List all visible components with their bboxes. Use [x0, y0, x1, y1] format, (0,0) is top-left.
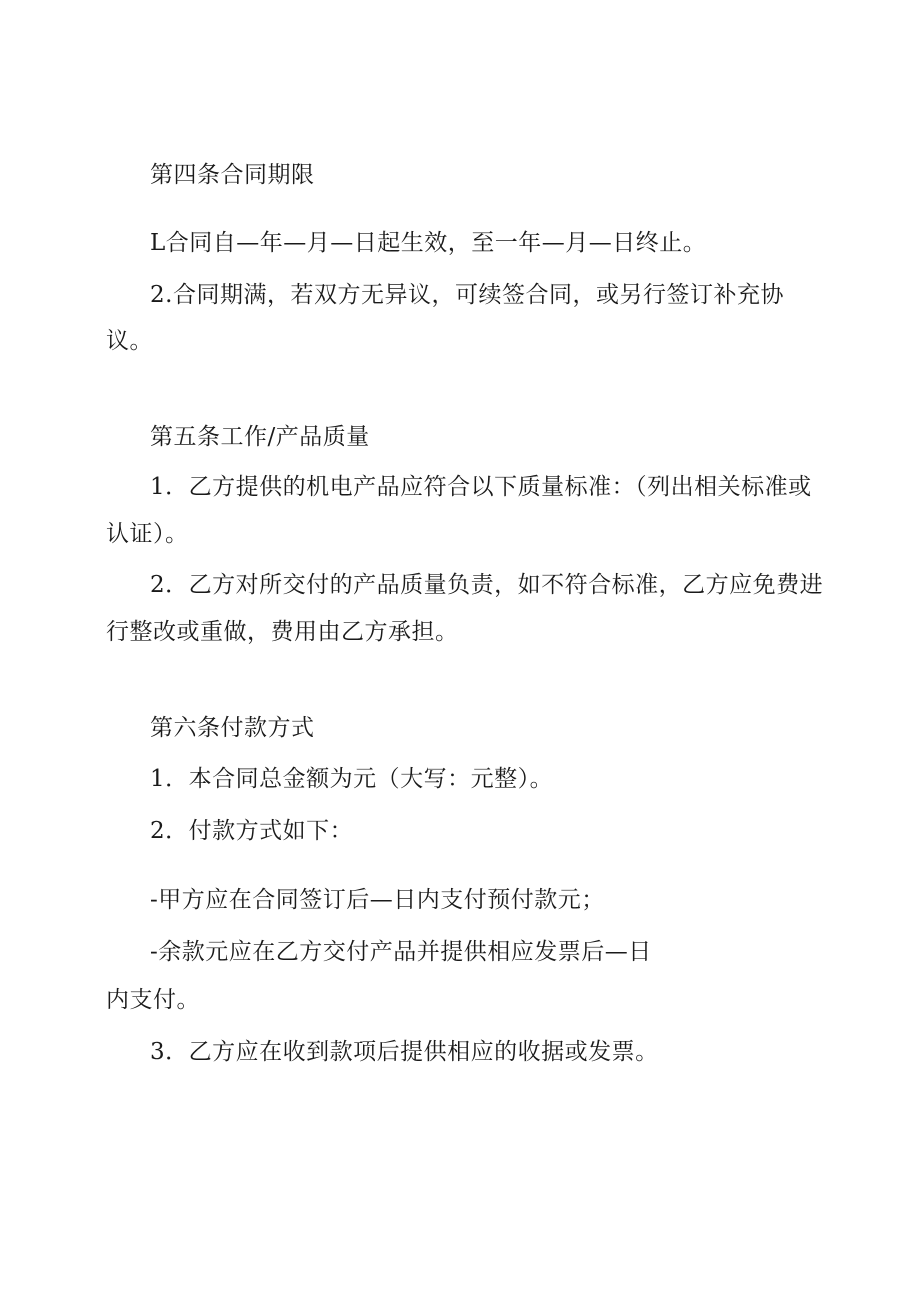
section-6-heading: 第六条付款方式: [150, 715, 315, 741]
section-6-item-2: 2．付款方式如下：: [150, 818, 354, 844]
section-6-payment-balance-continued: 内支付。: [106, 987, 200, 1013]
section-5-heading: 第五条工作/产品质量: [150, 424, 370, 450]
section-5-item-1: 1．乙方提供的机电产品应符合以下质量标准：（列出相关标准或: [150, 474, 812, 500]
section-5-item-2: 2．乙方对所交付的产品质量负责，如不符合标准，乙方应免费进: [150, 572, 824, 598]
section-4-item-1: L合同自—年—月—日起生效，至一年—月—日终止。: [150, 230, 707, 256]
section-4-heading: 第四条合同期限: [150, 162, 315, 188]
section-5-item-2-continued: 行整改或重做，费用由乙方承担。: [106, 619, 459, 645]
section-6-item-1: 1．本合同总金额为元（大写：元整）。: [150, 766, 554, 792]
section-4-item-2: 2.合同期满，若双方无异议，可续签合同，或另行签订补充协: [150, 282, 784, 308]
section-5-item-1-continued: 认证）。: [106, 521, 189, 547]
section-6-payment-balance: -余款元应在乙方交付产品并提供相应发票后—日: [150, 939, 652, 965]
section-6-payment-advance: -甲方应在合同签订后—日内支付预付款元；: [150, 887, 605, 913]
section-6-item-3: 3．乙方应在收到款项后提供相应的收据或发票。: [150, 1039, 659, 1065]
section-4-item-2-continued: 议。: [106, 328, 153, 354]
